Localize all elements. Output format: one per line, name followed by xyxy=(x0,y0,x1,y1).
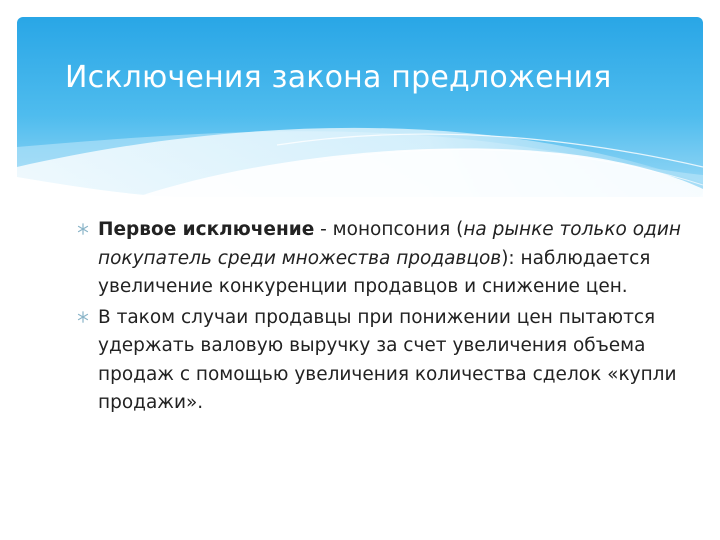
bullet-item-2 xyxy=(78,304,688,418)
bullet-1-text-before: - монопсония ( xyxy=(314,219,464,240)
title-banner xyxy=(17,17,703,197)
bullet-1-text-after: ): наблюдается увеличение конкуренции продавцов и снижение цен. xyxy=(98,247,651,297)
bullet-2-text: В таком случаи продавцы при понижении цен пытаются удержать валовую выручку за счет увеличения объема продаж с помощью увеличения количества сделок «купли продажи». xyxy=(98,306,677,413)
bullet-item-1 xyxy=(78,216,688,302)
bullet-1-italic: на рынке только один покупатель среди множества продавцов xyxy=(98,219,681,269)
slide-title: Исключения закона предложения xyxy=(65,60,612,95)
bullet-list xyxy=(78,216,688,420)
snowflake-asterisk-icon xyxy=(77,311,89,323)
snowflake-asterisk-icon xyxy=(77,223,89,235)
banner-background xyxy=(17,17,703,197)
bullet-1-bold: Первое исключение xyxy=(98,219,315,240)
